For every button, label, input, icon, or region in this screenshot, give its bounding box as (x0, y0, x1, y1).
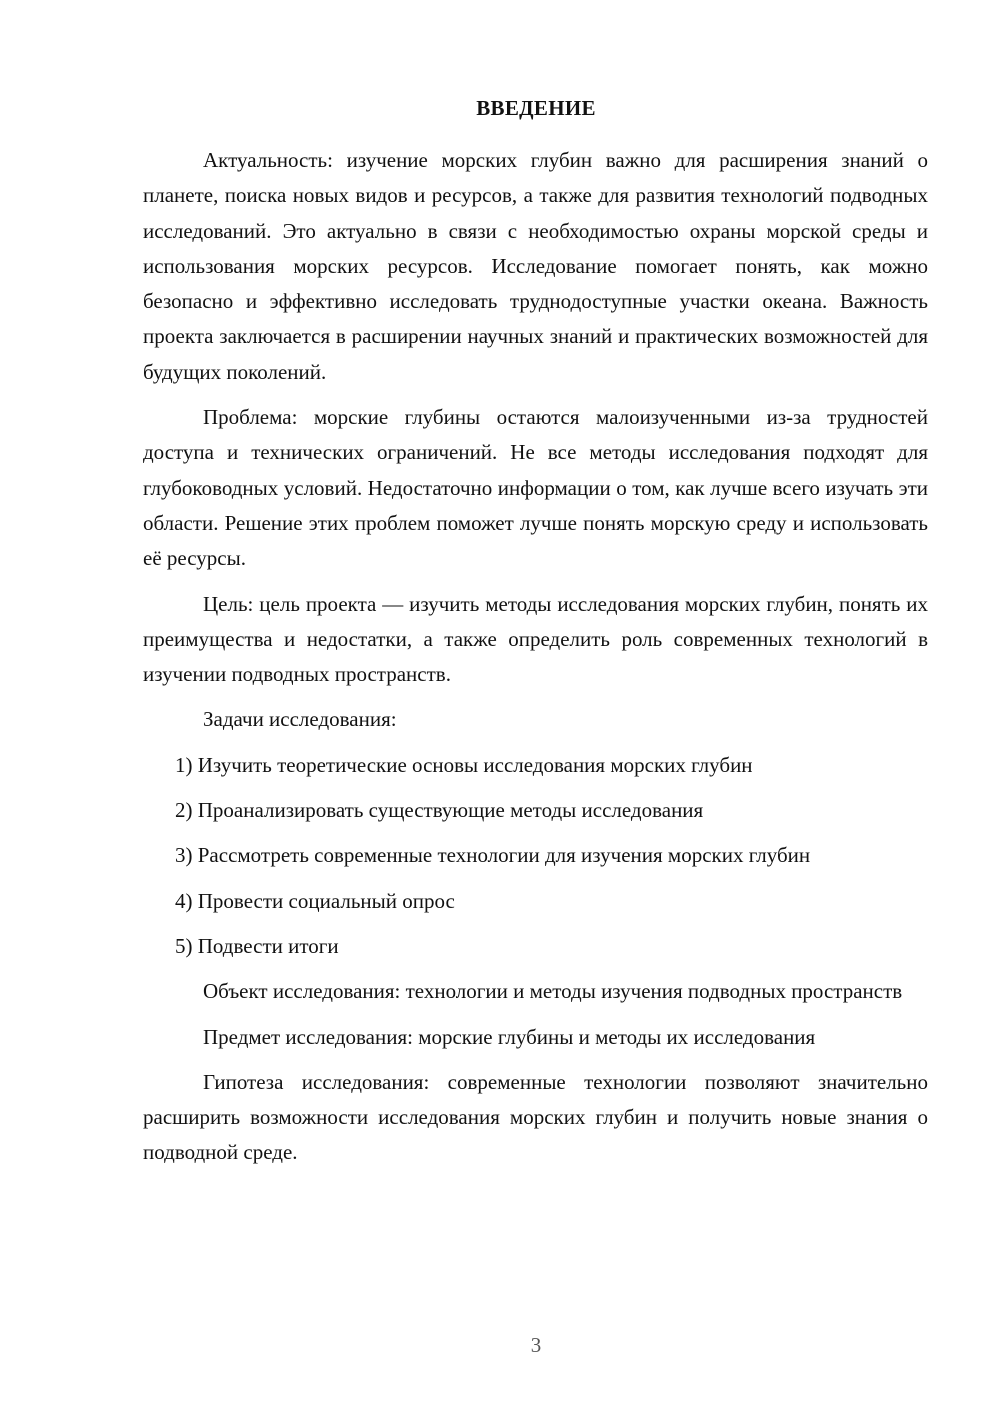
tasks-heading: Задачи исследования: (203, 707, 397, 732)
page-title: ВВЕДЕНИЕ (476, 96, 596, 120)
tasks-list (143, 748, 928, 964)
paragraph-hypothesis: Гипотеза исследования: современные технологии позволяют значительно расширить возможности исследования морских глубин и получить новые знания о подводной среде. (143, 1069, 928, 1165)
paragraph-relevance: Актуальность: изучение морских глубин важно для расширения знаний о планете, поиска новых видов и ресурсов, а также для развития технологий подводных исследований. Это актуально в связи с необходимостью охраны морской среды и использования морских ресурсов. Исследование помогает понять, как можно безопасно и эффективно исследовать труднодоступные участки океана. Важность проекта заключается в расширении научных знаний и практических возможностей для будущих поколений. (143, 148, 928, 384)
document-body (143, 143, 928, 1181)
task-item: 5) Подвести итоги (175, 933, 339, 958)
task-item: 1) Изучить теоретические основы исследования морских глубин (175, 752, 753, 777)
task-item: 4) Провести социальный опрос (175, 888, 455, 913)
page-number: 3 (530, 1333, 542, 1357)
paragraph-object: Объект исследования: технологии и методы изучения подводных пространств (203, 979, 903, 1004)
paragraph-subject: Предмет исследования: морские глубины и методы их исследования (203, 1024, 816, 1049)
task-item: 2) Проанализировать существующие методы исследования (175, 798, 704, 823)
paragraph-problem: Проблема: морские глубины остаются малоизученными из-за трудностей доступа и технических ограничений. Не все методы исследования подходят для глубоководных условий. Недостаточно информации о том, как лучше всего изучать эти области. Решение этих проблем поможет лучше понять морскую среду и использовать её ресурсы. (143, 405, 928, 571)
task-item: 3) Рассмотреть современные технологии для изучения морских глубин (175, 843, 811, 868)
paragraph-goal: Цель: цель проекта — изучить методы исследования морских глубин, понять их преимущества и недостатки, а также определить роль современных технологий в изучении подводных пространств. (143, 591, 928, 687)
